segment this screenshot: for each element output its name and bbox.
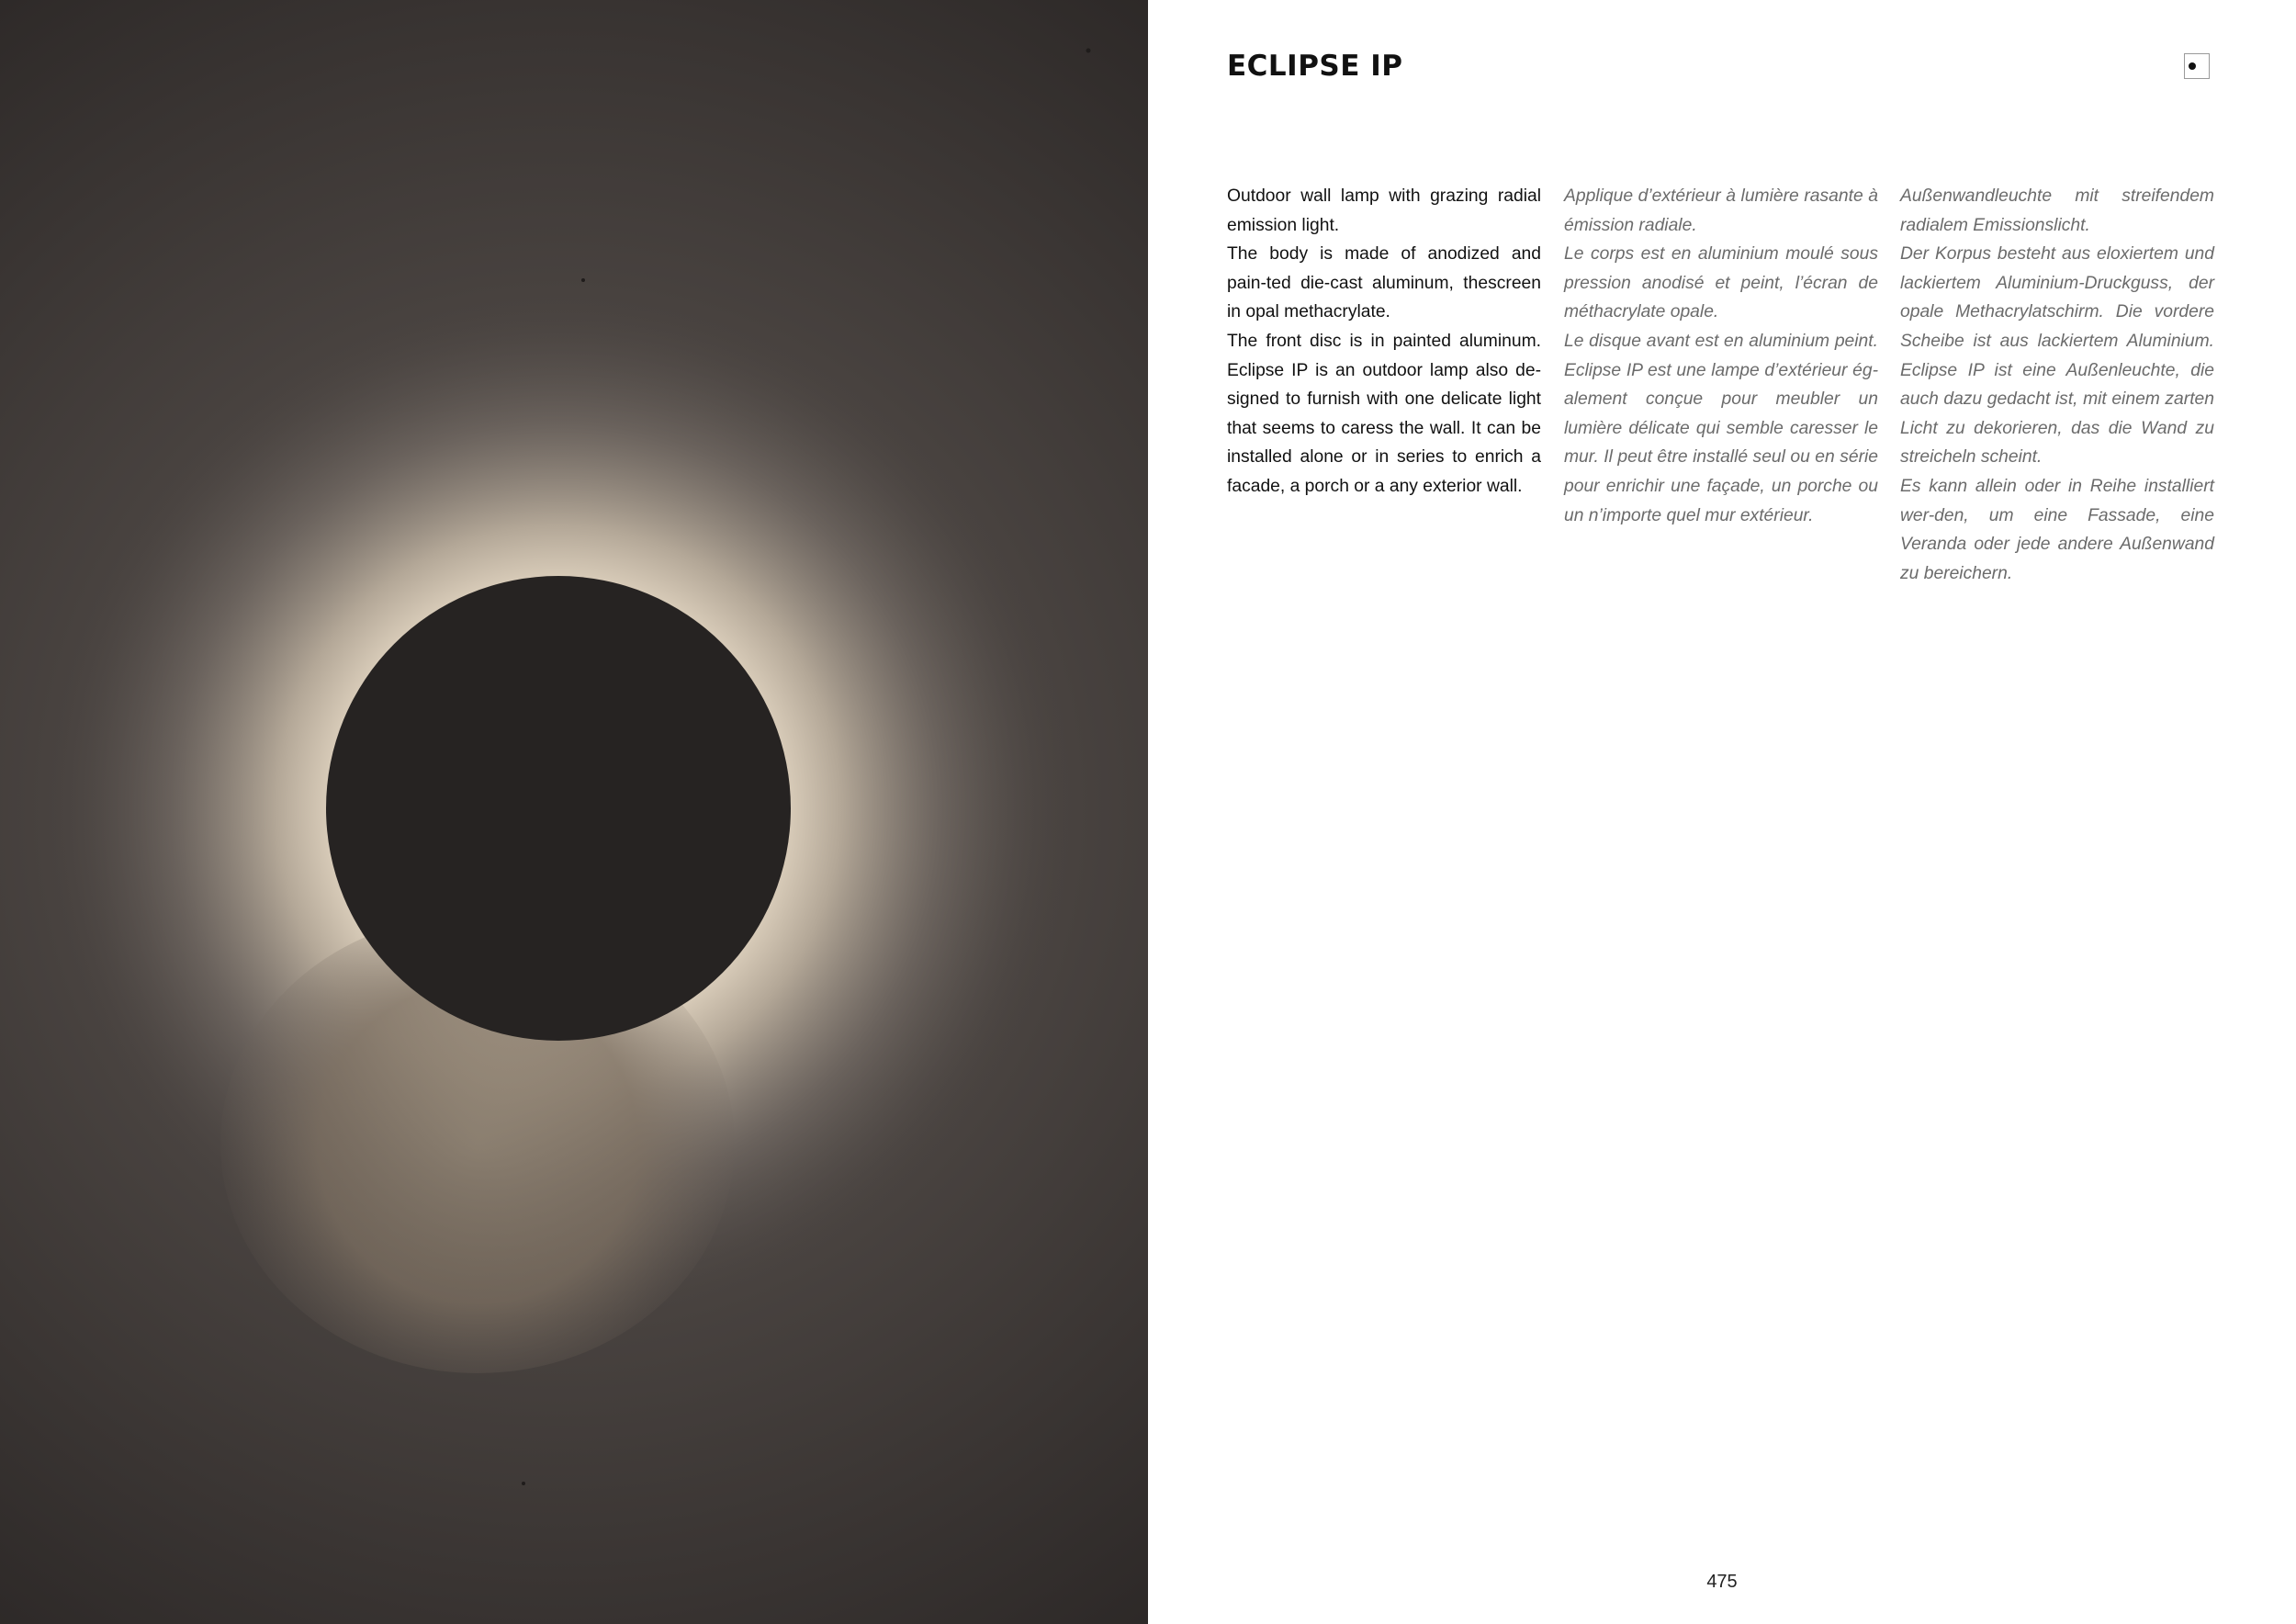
description-paragraph: The front disc is in painted aluminum. Eclipse IP is an outdoor lamp also de-signed to furnish with one delicate light that seems to caress the wall. It can be installed alone or in series to enrich a facade, a porch or a any exterior wall.	[1227, 331, 1541, 496]
lamp-disc	[326, 576, 791, 1041]
wall-speck	[581, 278, 585, 282]
description-german	[1900, 182, 2214, 588]
description-paragraph: Outdoor wall lamp with grazing radial emission light.	[1227, 186, 1541, 235]
description-paragraph: Le corps est en aluminium moulé sous pression anodisé et peint, l’écran de méthacrylate opale.	[1564, 244, 1878, 322]
catalog-page	[1148, 0, 2296, 1624]
page-marker-box	[2184, 53, 2210, 79]
wall-speck	[522, 1482, 525, 1485]
product-title: ECLIPSE IP	[1227, 50, 1403, 83]
page-marker-dot-icon	[2189, 62, 2196, 70]
description-paragraph: Außenwandleuchte mit streifendem radialem Emissionslicht.	[1900, 186, 2214, 235]
description-paragraph: The body is made of anodized and pain-ted die-cast aluminum, thescreen in opal methacrylate.	[1227, 244, 1541, 322]
description-french	[1564, 182, 1878, 530]
wall-speck	[1086, 49, 1091, 53]
description-paragraph: Der Korpus besteht aus eloxiertem und lackiertem Aluminium-Druckguss, der opale Methacrylatschirm. Die vordere Scheibe ist aus lackiertem Aluminium. Eclipse IP ist eine Außenleuchte, die auch dazu gedacht ist, mit einem zarten Licht zu dekorieren, das die Wand zu streicheln scheint.	[1900, 244, 2214, 468]
description-english	[1227, 182, 1541, 502]
description-paragraph: Le disque avant est en aluminium peint. Eclipse IP est une lampe d’extérieur ég-alement conçue pour meubler un lumière délicate qui semble caresser le mur. Il peut être installé seul ou en série pour enrichir une façade, un porche ou un n’importe quel mur extérieur.	[1564, 331, 1878, 525]
page-number: 475	[1706, 1572, 1738, 1592]
description-paragraph: Es kann allein oder in Reihe installiert wer-den, um eine Fassade, eine Veranda oder jede andere Außenwand zu bereichern.	[1900, 476, 2214, 583]
description-paragraph: Applique d’extérieur à lumière rasante à émission radiale.	[1564, 186, 1878, 235]
